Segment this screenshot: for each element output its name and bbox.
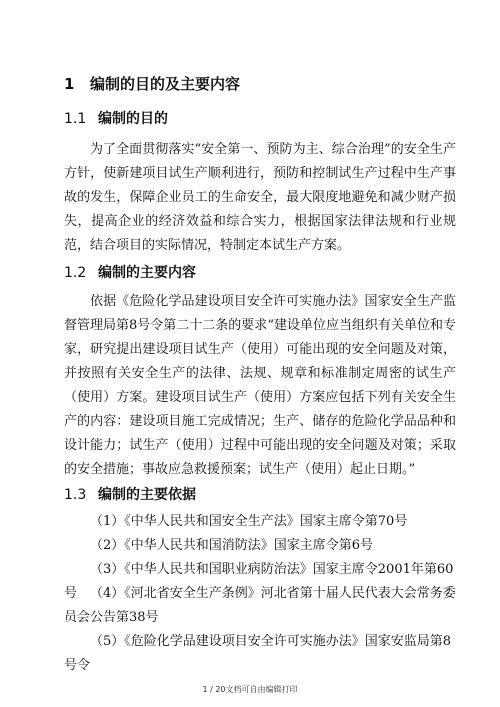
- section-1-1-title: 编制的目的: [98, 111, 168, 127]
- section-1-3-title: 编制的主要依据: [98, 487, 196, 503]
- section-1-1-number: 1.1: [64, 111, 87, 127]
- reference-item-2: （2）《中华人民共和国消防法》国家主席令第6号: [90, 538, 374, 553]
- reference-item-4: （4）《河北省安全生产条例》河北省第十届人民代表大会常务委员会公告第38号: [64, 586, 456, 625]
- section-1-heading: [64, 73, 240, 94]
- reference-item-5: （5）《危险化学品建设项目安全许可实施办法》国家安监局第8号令: [64, 634, 452, 673]
- section-1-3-number: 1.3: [64, 487, 87, 503]
- section-1-3-heading: [64, 484, 196, 504]
- reference-item-3: （3）《中华人民共和国职业病防治法》国家主席令2001年第60号: [64, 562, 454, 601]
- reference-item-1: （1）《中华人民共和国安全生产法》国家主席令第70号: [90, 514, 408, 529]
- section-1-2-heading: [64, 262, 196, 282]
- section-1-number: 1: [64, 75, 75, 93]
- section-1-1-heading: [64, 108, 168, 128]
- section-1-2-body: 依据《危险化学品建设项目安全许可实施办法》国家安全生产监督管理局第8号令第二十二条的要求“建设单位应当组织有关单位和专家，研究提出建设项目试生产（使用）可能出现的安全问题及对策，并按照有关安全生产的法律、法规、规章和标准制定周密的试生产（使用）方案。建设项目试生产（使用）方案应包括下列有关安全生产的内容：建设项目施工完成情况；生产、储存的危险化学品品种和设计能力；试生产（使用）过程中可能出现的安全问题及对策；采取的安全措施；事故应急救援预案；试生产（使用）起止日期。”: [64, 294, 456, 477]
- section-1-2-number: 1.2: [64, 265, 87, 281]
- page-footer: 1 / 20文档可自由编辑打印: [202, 685, 298, 694]
- section-1-title: 编制的目的及主要内容: [90, 75, 241, 93]
- section-1-2-title: 编制的主要内容: [98, 265, 196, 281]
- section-1-1-body: 为了全面贯彻落实“安全第一、预防为主、综合治理”的安全生产方针，使新建项目试生产顺利进行，预防和控制试生产过程中生产事故的发生，保障企业员工的生命安全，最大限度地避免和减少财产损失，提高企业的经济效益和综合实力，根据国家法律法规和行业规范，结合项目的实际情况，特制定本试生产方案。: [64, 142, 456, 253]
